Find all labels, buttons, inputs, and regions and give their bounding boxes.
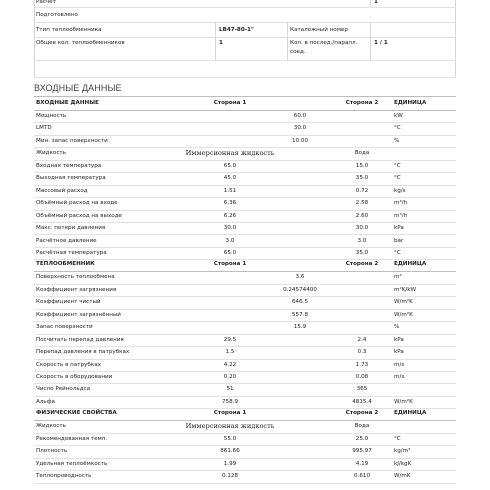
row-label: Объёмный расход на выходе	[36, 212, 123, 219]
side-2-value: 365	[356, 386, 368, 393]
side-2-value: 30.0	[355, 225, 369, 232]
row-label: Теплопроводность	[36, 473, 92, 480]
page-title: ВХОДНЫЕ ДАННЫЕ	[34, 83, 122, 93]
row-unit: kg/m³	[394, 448, 411, 455]
side-1-value: 0.20	[223, 374, 237, 380]
row-label: Скорость в оборудовании	[36, 374, 113, 380]
row-label: LMTD	[36, 125, 52, 132]
side-2-header: Сторона 2	[345, 410, 379, 417]
row-unit: kJ/kgK	[394, 460, 412, 467]
row-unit: °C	[394, 125, 401, 132]
side-1-value: 861.66	[220, 448, 240, 455]
section-title: ФИЗИЧЕСКИЕ СВОЙСТВА	[36, 410, 117, 417]
side-1-header: Сторона 1	[213, 261, 247, 268]
side-2-value: Вода	[354, 423, 370, 430]
row-unit: kPa	[394, 349, 404, 356]
row-unit: m/s	[394, 374, 405, 380]
row-label: Входная температура	[36, 162, 102, 169]
side-1-value: 3.0	[225, 237, 235, 244]
row-value: 0.24574400	[283, 286, 317, 293]
exchanger-count-label: Общее кол. теплообменников	[36, 40, 125, 46]
row-label: Альфа	[36, 398, 55, 405]
row-unit: kg/s	[394, 187, 406, 194]
series-parallel-value: 1 / 1	[374, 40, 388, 46]
row-unit: W/m²K	[394, 398, 413, 405]
side-1-value: 29.5	[223, 336, 237, 343]
side-2-value: 4815.4	[352, 398, 372, 405]
side-1-value: 758.9	[221, 398, 239, 405]
series-parallel-label: Кол. в послед./паралл.	[290, 40, 358, 46]
row-label: Запас поверхности	[36, 324, 93, 331]
row-label: Жидкость	[36, 423, 66, 430]
side-2-header: Сторона 2	[345, 261, 379, 268]
row-unit: m³/h	[394, 212, 408, 219]
section-title: ТЕПЛООБМЕННИК	[36, 261, 95, 268]
row-label: Макс. потери давления	[36, 225, 106, 232]
row-unit: m³/h	[394, 200, 408, 207]
row-label: Посчитать перепад давления	[36, 336, 124, 343]
side-1-value: 1.99	[223, 460, 237, 467]
row-label: Мощность	[36, 113, 67, 119]
row-label: Коэффициент чистый	[36, 299, 101, 306]
side-2-value: 2.60	[355, 212, 369, 219]
side-2-value: 2.4	[357, 336, 367, 343]
unit-header: ЕДИНИЦА	[394, 410, 427, 417]
side-2-value: 0.72	[355, 187, 369, 194]
row-unit: W/mK	[394, 473, 411, 480]
side-2-value: 35.0	[355, 249, 369, 256]
row-unit: kPa	[394, 225, 404, 232]
calc-label: Расчет	[36, 0, 56, 5]
row-label: Удельная теплоёмкость	[36, 460, 108, 467]
side-1-value: Иммерсионная жидкость	[185, 421, 275, 430]
row-value: 646.5	[291, 299, 309, 306]
row-label: Рекомендованная темп.	[36, 435, 108, 442]
catalog-number-label: Каталожный номер	[290, 27, 348, 33]
row-unit: W/m²K	[394, 299, 413, 306]
side-2-value: 15.0	[355, 162, 369, 169]
exchanger-type-label: Ттип теплообменника	[36, 27, 102, 33]
calc-value: 1	[374, 0, 378, 5]
side-2-value: 25.0	[355, 435, 369, 442]
row-unit: m²	[394, 274, 402, 281]
row-value: 10.00	[291, 137, 309, 144]
side-2-value: 4.19	[355, 460, 369, 467]
row-unit: °C	[394, 249, 401, 256]
side-2-value: 0.08	[355, 374, 369, 380]
row-label: Массовый расход	[36, 187, 88, 194]
row-unit: m/s	[394, 361, 405, 368]
side-2-value: 2.58	[355, 200, 369, 207]
side-1-value: 55.0	[223, 435, 237, 442]
side-2-value: 35.0	[355, 175, 369, 182]
row-label: Коэффициент загрязнённый	[36, 311, 121, 318]
row-value: 557.8	[291, 311, 309, 318]
row-unit: °C	[394, 162, 401, 169]
side-2-value: 3.0	[357, 237, 367, 244]
side-2-value: Вода	[354, 150, 370, 157]
row-label: Расчётная температура	[36, 249, 107, 256]
section-title: ВХОДНЫЕ ДАННЫЕ	[36, 100, 99, 106]
side-1-value: Иммерсионная жидкость	[185, 148, 275, 157]
side-1-value: 4.22	[223, 361, 237, 368]
side-1-header: Сторона 1	[213, 410, 247, 417]
row-unit: kPa	[394, 336, 404, 343]
side-1-value: 45.0	[223, 175, 237, 182]
exchanger-count-value: 1	[219, 40, 223, 46]
row-label: Объёмный расход на входе	[36, 200, 118, 207]
unit-header: ЕДИНИЦА	[394, 261, 427, 268]
side-1-value: 65.0	[223, 249, 237, 256]
row-label: Жидкость	[36, 150, 66, 157]
side-2-value: 1.73	[355, 361, 369, 368]
side-1-value: 1.5	[225, 349, 235, 356]
side-2-value: 0.610	[353, 473, 371, 480]
row-value: 3.6	[295, 274, 305, 281]
side-1-value: 30.0	[223, 225, 237, 232]
series-parallel-label-2: соед.	[290, 49, 306, 55]
row-unit: %	[394, 137, 400, 144]
row-unit: m²K/kW	[394, 286, 417, 293]
side-1-value: 1.51	[223, 187, 237, 194]
side-1-value: 6.36	[223, 200, 237, 207]
side-2-header: Сторона 2	[345, 100, 379, 106]
row-unit: bar	[394, 237, 404, 244]
row-value: 15.9	[293, 324, 307, 331]
approved-label: Подготовлено	[36, 12, 78, 18]
row-unit: °C	[394, 435, 401, 442]
row-unit: kW	[394, 113, 403, 119]
row-label: Коэффициент загрязнения	[36, 286, 117, 293]
row-label: Перепад давления в патрубках	[36, 349, 130, 356]
row-unit: W/m²K	[394, 311, 413, 318]
row-label: Плотность	[36, 448, 68, 455]
row-unit: %	[394, 324, 400, 331]
row-value: 30.0	[293, 125, 307, 132]
row-label: Выходная температура	[36, 175, 106, 182]
row-unit: °C	[394, 175, 401, 182]
exchanger-type-value: LB47-80-1"	[219, 27, 254, 33]
row-label: Поверхность теплообмена	[36, 274, 115, 281]
side-1-value: 51	[226, 386, 234, 393]
side-1-value: 0.128	[221, 473, 239, 480]
side-2-value: 995.97	[352, 448, 372, 455]
row-label: Скорость в патрубках	[36, 361, 101, 368]
unit-header: ЕДИНИЦА	[394, 100, 427, 106]
row-value: 60.0	[293, 113, 307, 119]
side-2-value: 0.3	[357, 349, 367, 356]
row-label: Мин. запас поверхности	[36, 137, 108, 144]
side-1-value: 6.26	[223, 212, 237, 219]
row-label: Число Рейнольдса	[36, 386, 91, 393]
side-1-value: 65.0	[223, 162, 237, 169]
side-1-header: Сторона 1	[213, 100, 247, 106]
row-label: Расчётное давление	[36, 237, 97, 244]
